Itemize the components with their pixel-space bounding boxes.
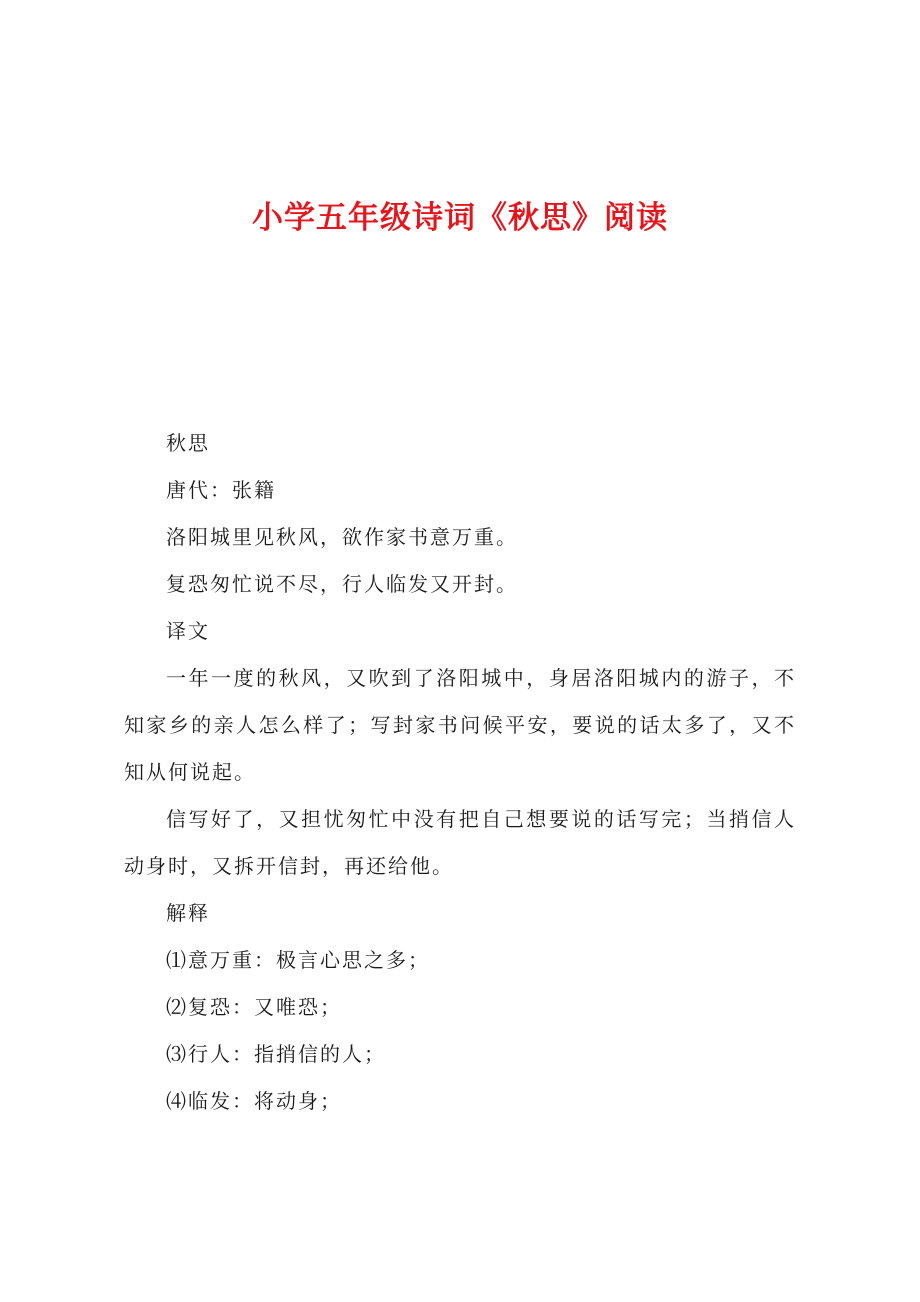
poem-title: 秋思 bbox=[166, 431, 210, 455]
notes-heading: 解释 bbox=[166, 901, 210, 925]
translation-heading: 译文 bbox=[166, 619, 210, 643]
note-item-2: ⑵复恐：又唯恐； bbox=[166, 995, 342, 1019]
translation-paragraph-2: 信写好了，又担忧匆忙中没有把自己想要说的话写完；当捎信人动身时，又拆开信封，再还给他。 bbox=[124, 807, 796, 878]
poem-line-2: 复恐匆忙说不尽，行人临发又开封。 bbox=[166, 572, 518, 596]
note-item-4: ⑷临发：将动身； bbox=[166, 1089, 342, 1113]
note-item-1: ⑴意万重：极言心思之多； bbox=[166, 948, 430, 972]
poem-line-1: 洛阳城里见秋风，欲作家书意万重。 bbox=[166, 525, 518, 549]
poem-author: 唐代：张籍 bbox=[166, 478, 276, 502]
document-title: 小学五年级诗词《秋思》阅读 bbox=[252, 200, 668, 236]
translation-paragraph-1: 一年一度的秋风，又吹到了洛阳城中，身居洛阳城内的游子，不知家乡的亲人怎么样了；写封家书问候平安，要说的话太多了，又不知从何说起。 bbox=[124, 666, 796, 784]
document-body bbox=[124, 420, 796, 1125]
note-item-3: ⑶行人：指捎信的人； bbox=[166, 1042, 386, 1066]
